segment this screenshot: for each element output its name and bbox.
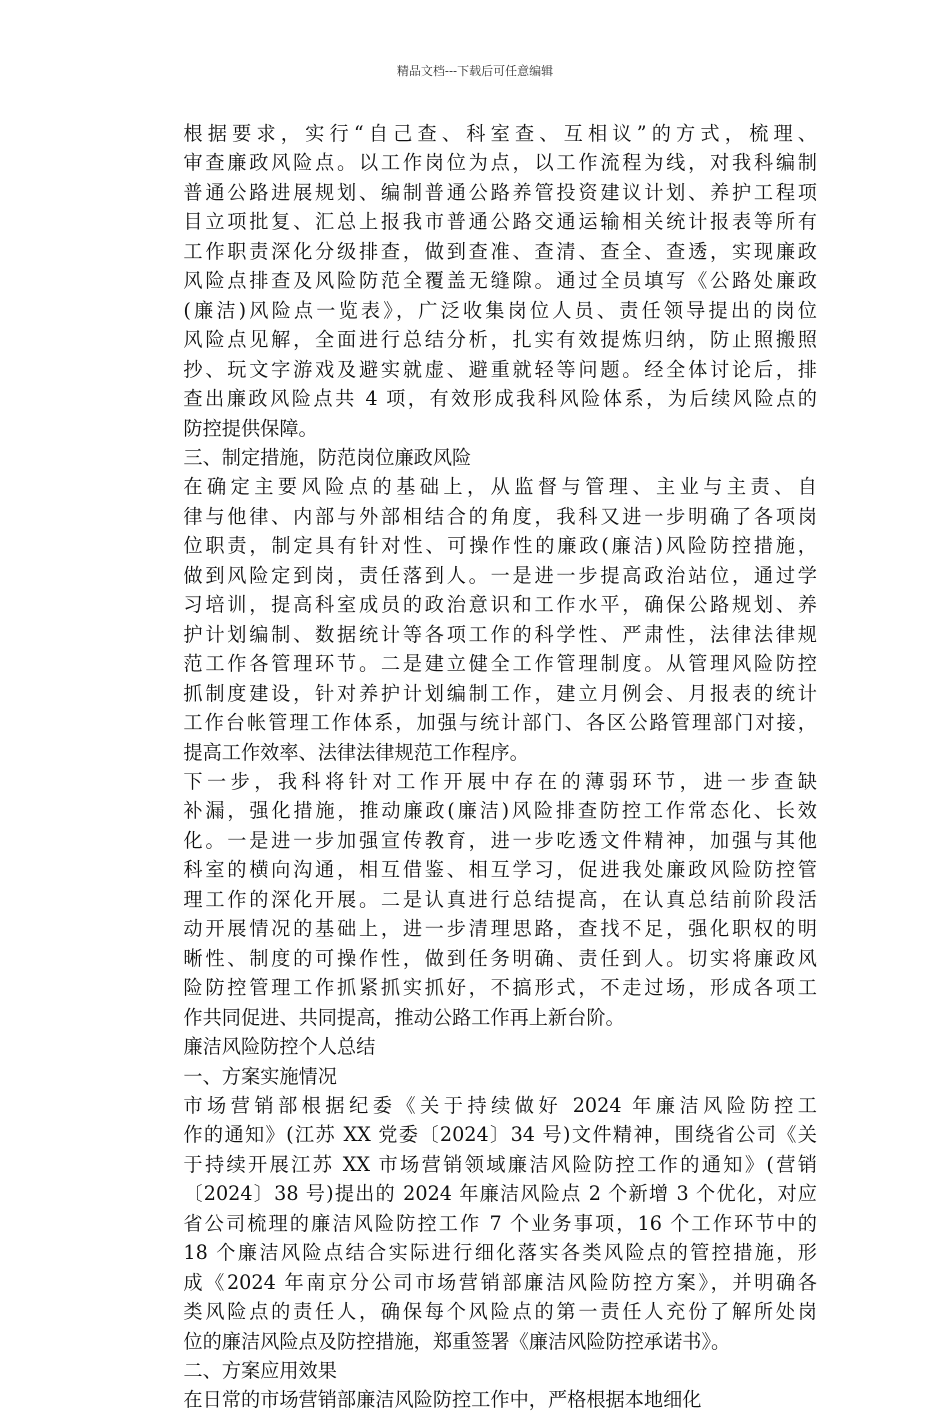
- text-line: 补漏，强化措施，推动廉政(廉洁)风险排查防控工作常态化、长效: [183, 799, 817, 823]
- text-line: 范工作各管理环节。二是建立健全工作管理制度。从管理风险防控: [183, 652, 817, 676]
- text-line: 在日常的市场营销部廉洁风险防控工作中，严格根据本地细化: [183, 1388, 702, 1412]
- text-line: 习培训，提高科室成员的政治意识和工作水平，确保公路规划、养: [183, 593, 817, 617]
- text-line: 提高工作效率、法律法律规范工作程序。: [183, 740, 529, 764]
- text-line: 普通公路进展规划、编制普通公路养管投资建议计划、养护工程项: [183, 180, 817, 204]
- text-line: 成《2024 年南京分公司市场营销部廉洁风险防控方案》，并明确各: [183, 1270, 817, 1294]
- text-line: 类风险点的责任人，确保每个风险点的第一责任人充份了解所处岗: [183, 1300, 817, 1324]
- text-line: 位职责，制定具有针对性、可操作性的廉政(廉洁)风险防控措施，: [183, 534, 817, 558]
- text-line: 廉洁风险防控个人总结: [183, 1035, 376, 1059]
- text-line: 晰性、制度的可操作性，做到任务明确、责任到人。切实将廉政风: [183, 946, 817, 970]
- text-line: 护计划编制、数据统计等各项工作的科学性、严肃性，法律法律规: [183, 622, 817, 646]
- text-line: 于持续开展江苏 XX 市场营销领域廉洁风险防控工作的通知》(营销: [183, 1152, 817, 1176]
- text-line: 18 个廉洁风险点结合实际进行细化落实各类风险点的管控措施，形: [183, 1241, 817, 1265]
- paragraph: [145, 1385, 817, 1414]
- text-line: 目立项批复、汇总上报我市普通公路交通运输相关统计报表等所有: [183, 210, 817, 234]
- text-line: 动开展情况的基础上，进一步清理思路，查找不足，强化职权的明: [183, 917, 817, 941]
- text-line: 审查廉政风险点。以工作岗位为点，以工作流程为线，对我科编制: [183, 151, 817, 175]
- text-line: 根据要求，实行“自己查、科室查、互相议”的方式，梳理、: [183, 122, 817, 145]
- text-line: 风险点排查及风险防范全覆盖无缝隙。通过全员填写《公路处廉政: [183, 269, 817, 293]
- paragraph: [145, 1032, 817, 1061]
- text-line: 一、方案实施情况: [183, 1064, 337, 1088]
- text-line: 市场营销部根据纪委《关于持续做好 2024 年廉洁风险防控工: [183, 1093, 817, 1117]
- text-line: 风险点见解，全面进行总结分析，扎实有效提炼归纳，防止照搬照: [183, 328, 817, 352]
- text-line: 理工作的深化开展。二是认真进行总结提高，在认真总结前阶段活: [183, 887, 817, 911]
- paragraph: [145, 1356, 817, 1385]
- text-line: 工作职责深化分级排查，做到查准、查清、查全、查透，实现廉政: [183, 239, 817, 263]
- text-line: 省公司梳理的廉洁风险防控工作 7 个业务事项，16 个工作环节中的: [183, 1211, 817, 1235]
- text-line: 查出廉政风险点共 4 项，有效形成我科风险体系，为后续风险点的: [183, 387, 817, 411]
- text-line: 作共同促进、共同提高，推动公路工作再上新台阶。: [183, 1005, 625, 1029]
- paragraph: [145, 1091, 817, 1356]
- paragraph: [145, 443, 817, 472]
- page-header: 精品文档---下载后可任意编辑: [396, 64, 554, 78]
- paragraph: [145, 1062, 817, 1091]
- text-line: 下一步，我科将针对工作开展中存在的薄弱环节，进一步查缺: [183, 769, 817, 793]
- text-line: 〔2024〕38 号)提出的 2024 年廉洁风险点 2 个新增 3 个优化，对应: [183, 1182, 817, 1206]
- text-line: 化。一是进一步加强宣传教育，进一步吃透文件精神，加强与其他: [183, 828, 817, 852]
- document-body: [145, 119, 817, 1415]
- text-line: 险防控管理工作抓紧抓实抓好，不搞形式，不走过场，形成各项工: [183, 976, 817, 1000]
- text-line: 做到风险定到岗，责任落到人。一是进一步提高政治站位，通过学: [183, 563, 817, 587]
- text-line: 防控提供保障。: [183, 416, 318, 440]
- text-line: 工作台帐管理工作体系，加强与统计部门、各区公路管理部门对接，: [183, 711, 817, 735]
- text-line: 三、制定措施，防范岗位廉政风险: [183, 445, 472, 469]
- text-line: 律与他律、内部与外部相结合的角度，我科又进一步明确了各项岗: [183, 504, 817, 528]
- text-line: 二、方案应用效果: [183, 1359, 337, 1383]
- text-line: 位的廉洁风险点及防控措施，郑重签署《廉洁风险防控承诺书》。: [183, 1329, 731, 1353]
- text-line: 在确定主要风险点的基础上，从监督与管理、主业与主责、自: [183, 475, 817, 499]
- paragraph: [145, 767, 817, 1032]
- text-line: 科室的横向沟通，相互借鉴、相互学习，促进我处廉政风险防控管: [183, 858, 817, 882]
- text-line: 抓制度建设，针对养护计划编制工作，建立月例会、月报表的统计: [183, 681, 817, 705]
- paragraph: [145, 119, 817, 443]
- paragraph: [145, 472, 817, 767]
- text-line: 抄、玩文字游戏及避实就虚、避重就轻等问题。经全体讨论后，排: [183, 357, 817, 381]
- text-line: (廉洁)风险点一览表》，广泛收集岗位人员、责任领导提出的岗位: [183, 298, 817, 322]
- text-line: 作的通知》(江苏 XX 党委〔2024〕34 号)文件精神，围绕省公司《关: [183, 1123, 817, 1147]
